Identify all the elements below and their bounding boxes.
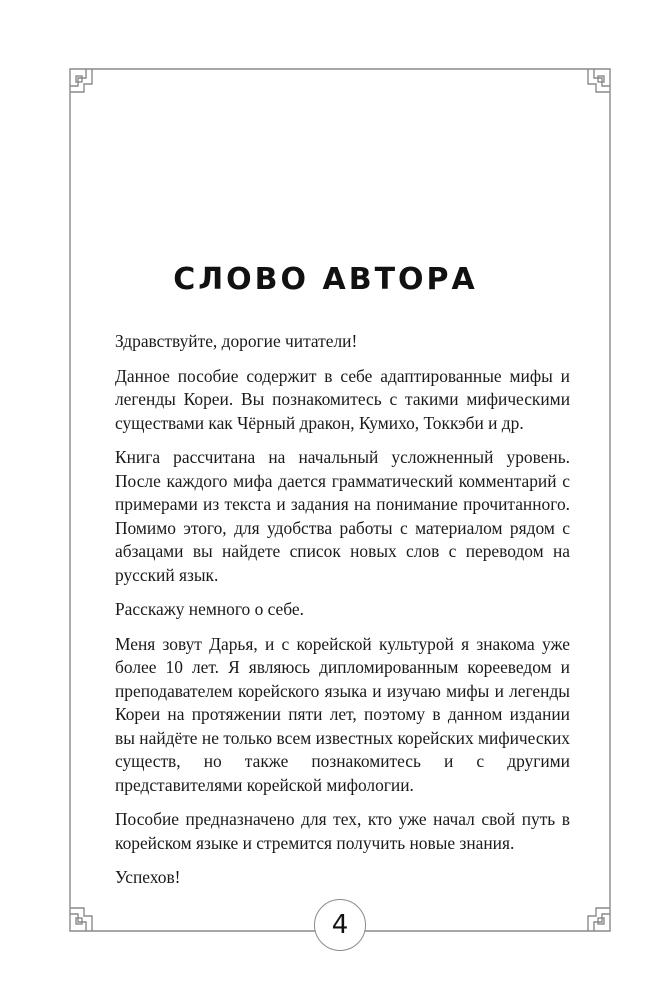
paragraph-greeting: Здравствуйте, дорогие читатели! bbox=[115, 331, 358, 351]
corner-ornament-bottom-right bbox=[580, 900, 610, 931]
paragraph: Данное пособие содержит в себе адаптированные мифы и легенды Кореи. Вы познакомитесь с такими мифическими существами как Чёрный дракон, Кумихо, Токкэби и др. bbox=[115, 365, 570, 433]
paragraph: Расскажу немного о себе. bbox=[115, 599, 304, 619]
body-text bbox=[115, 330, 570, 901]
paragraph: Пособие предназначено для тех, кто уже начал свой путь в корейском языке и стремится получить новые знания. bbox=[115, 809, 570, 853]
page-title: СЛОВО АВТОРА bbox=[173, 262, 478, 297]
page-number: 4 bbox=[331, 910, 349, 940]
corner-ornament-top-right bbox=[580, 69, 610, 100]
corner-ornament-bottom-left bbox=[70, 900, 100, 931]
paragraph: Книга рассчитана на начальный усложненный уровень. После каждого мифа дается грамматический комментарий с примерами из текста и задания на понимание прочитанного. Помимо этого, для удобства работы с материалом рядом с абзацами вы найдете список новых слов с переводом на русский язык. bbox=[115, 447, 570, 585]
corner-ornament-top-left bbox=[70, 69, 100, 100]
page-number-badge bbox=[314, 899, 366, 951]
paragraph-closing: Успехов! bbox=[115, 867, 181, 887]
paragraph: Меня зовут Дарья, и с корейской культурой я знакома уже более 10 лет. Я являюсь дипломированным корееведом и преподавателем корейского языка и изучаю мифы и легенды Кореи на протяжении пяти лет, поэтому в данном издании вы найдёте не только всем известных корейских мифических существ, но также познакомитесь и с другими представителями корейской мифологии. bbox=[115, 633, 570, 795]
